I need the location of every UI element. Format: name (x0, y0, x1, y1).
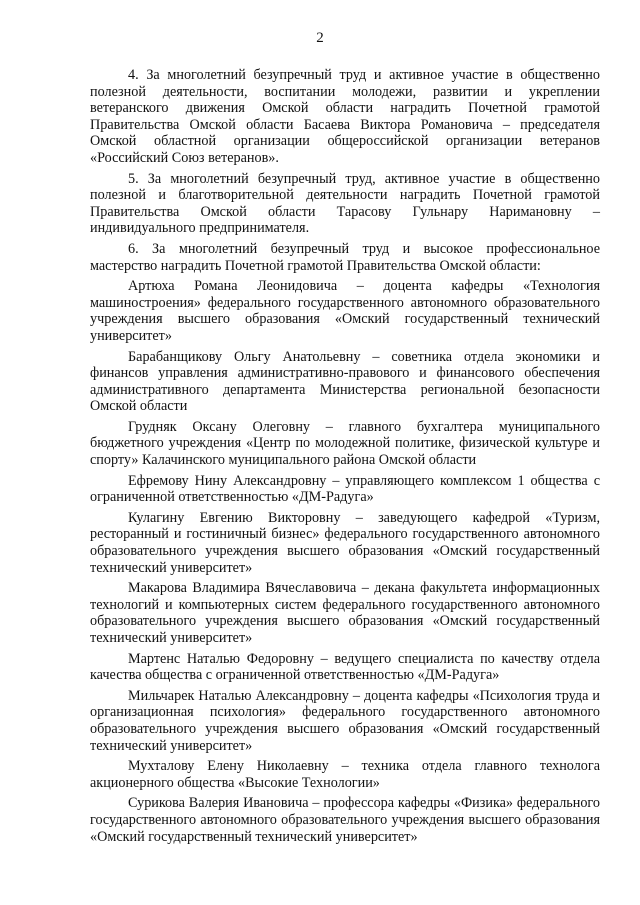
awardee-entry: Мухталову Елену Николаевну – техника отдела главного технолога акционерного общества «Высокие Технологии» (90, 758, 600, 791)
awardee-entry: Ефремову Нину Александровну – управляющего комплексом 1 общества с ограниченной ответственностью «ДМ-Радуга» (90, 472, 600, 506)
awardee-entry: Макарова Владимира Вячеславовича – декана факультета информационных технологий и компьютерных систем федерального государственного автономного образовательного учреждения высшего образования «Омский государственный технический университет» (90, 580, 600, 646)
awardee-entry: Артюха Романа Леонидовича – доцента кафедры «Технология машиностроения» федерального государственного автономного образовательного учреждения высшего образования «Омский государственный технический университет» (90, 278, 600, 344)
awardee-entry: Кулагину Евгению Викторовну – заведующего кафедрой «Туризм, ресторанный и гостиничный бизнес» федерального государственного автономного образовательного учреждения высшего образования «Омский государственный технический университет» (90, 509, 600, 576)
paragraph-item-6: 6. За многолетний безупречный труд и высокое профессиональное мастерство наградить Почетной грамотой Правительства Омской области: (90, 240, 600, 274)
paragraph-item-4: 4. За многолетний безупречный труд и активное участие в общественно полезной деятельности, воспитании молодежи, развитии и укреплении ветеранского движения Омской области наградить Почетной грамотой Правительства Омской области Басаева Виктора Романовича – председателя Омской областной организации общероссийской организации ветеранов «Российский Союз ветеранов». (90, 67, 600, 166)
document-body (90, 67, 600, 845)
paragraph-item-5: 5. За многолетний безупречный труд, активное участие в общественно полезной и благотворительной деятельности наградить Почетной грамотой Правительства Омской области Тарасову Гульнару Наримановну – индивидуального предпринимателя. (90, 170, 600, 237)
awardee-entry: Мильчарек Наталью Александровну – доцента кафедры «Психология труда и организационная психология» федерального государственного автономного образовательного учреждения высшего образования «Омский государственный технический университет» (90, 687, 600, 754)
page-number: 2 (316, 30, 324, 46)
awardee-entry: Барабанщикову Ольгу Анатольевну – советника отдела экономики и финансов управления административно-правового и финансового обеспечения административного департамента Министерства региональной безопасности Омской области (90, 348, 600, 415)
awardee-entry: Мартенс Наталью Федоровну – ведущего специалиста по качеству отдела качества общества с ограниченной ответственностью «ДМ-Радуга» (90, 650, 600, 684)
awardee-entry: Сурикова Валерия Ивановича – профессора кафедры «Физика» федерального государственного автономного образовательного учреждения высшего образования «Омский государственный технический университет» (90, 795, 600, 845)
awardee-entry: Грудняк Оксану Олеговну – главного бухгалтера муниципального бюджетного учреждения «Центр по молодежной политике, физической культуре и спорту» Калачинского муниципального района Омской области (90, 418, 600, 469)
